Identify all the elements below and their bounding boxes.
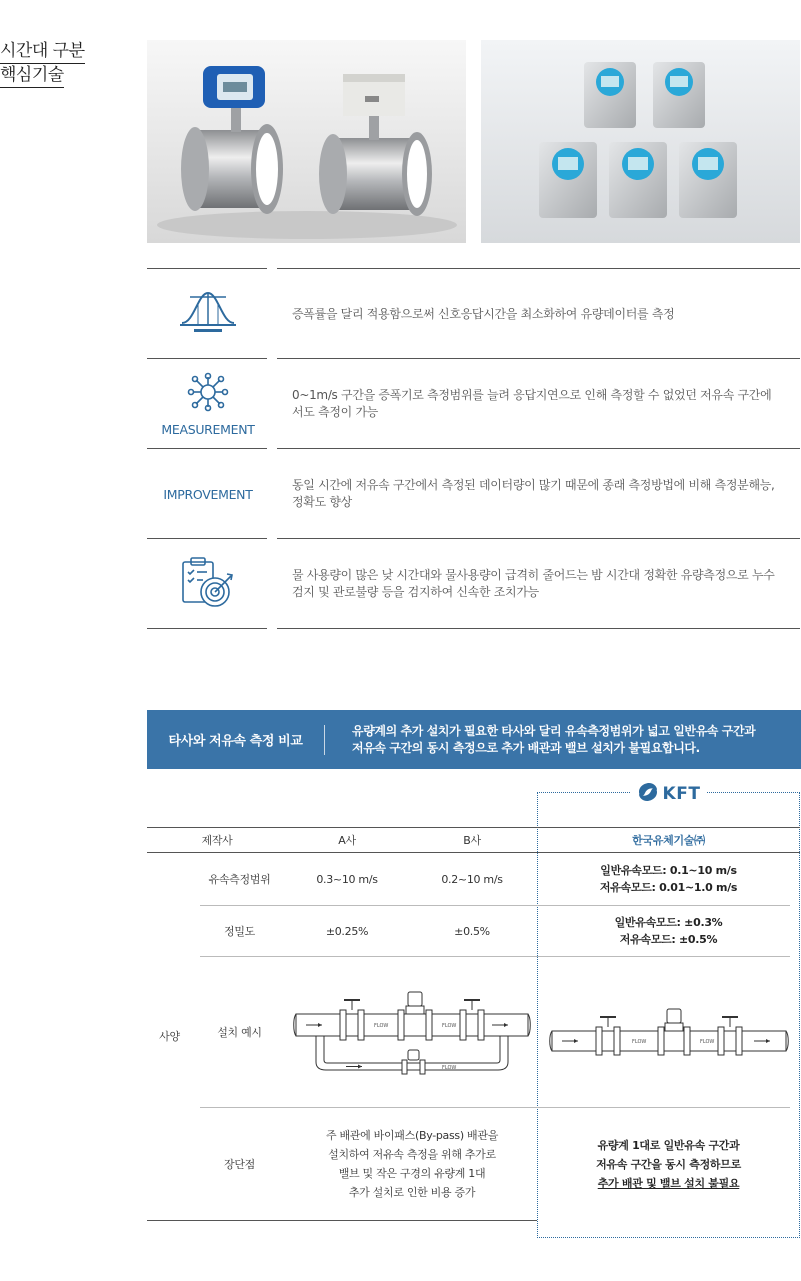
range-company-b: 0.2~10 m/s xyxy=(441,872,503,886)
flow-label: FLOW xyxy=(442,1023,457,1029)
header-company-b: B사 xyxy=(463,833,481,847)
accuracy-company-a: ±0.25% xyxy=(325,924,369,938)
kft-logo xyxy=(537,779,800,809)
feature-row-4 xyxy=(147,539,800,629)
banner-title: 타사와 저유속 측정 비교 xyxy=(168,734,303,749)
row-label-pros-cons: 장단점 xyxy=(224,1157,255,1171)
range-kft: 일반유속모드: 0.1~10 m/s 저유속모드: 0.01~1.0 m/s xyxy=(599,864,738,894)
pros-cons-kft: 유량계 1대로 일반유속 구간과 저유속 구간을 동시 측정하므로 추가 배관 및 밸브 설치 불필요 xyxy=(596,1138,741,1190)
range-company-a: 0.3~10 m/s xyxy=(316,872,378,886)
flow-label: FLOW xyxy=(632,1039,647,1045)
flowmeter-photo xyxy=(147,40,466,243)
header-company-a: A사 xyxy=(338,833,356,847)
feature-text: 동일 시간에 저유속 구간에서 측정된 데이터량이 많기 때문에 종래 측정방법에 비해 측정분해능, 정확도 향상 xyxy=(292,478,775,509)
comparison-banner xyxy=(147,710,801,769)
feature-text: 0~1m/s 구간을 증폭기로 측정범위를 늘려 응답지연으로 인해 측정할 수 없었던 저유속 구간에서도 측정이 가능 xyxy=(292,388,772,419)
table-bottom-border xyxy=(147,1220,537,1221)
network-nodes-icon xyxy=(186,372,230,416)
heading-line-2: 핵심기술 xyxy=(0,64,64,88)
row-label-range: 유속측정범위 xyxy=(208,872,271,886)
divider xyxy=(277,628,800,629)
heading-line-1: 시간대 구분 xyxy=(0,40,85,64)
row-label-install: 설치 예시 xyxy=(217,1025,262,1039)
row-label-accuracy: 정밀도 xyxy=(224,924,255,938)
pros-cons-competitors: 주 배관에 바이패스(By-pass) 배관을 설치하여 저유속 측정을 위해 추가로 밸브 및 작은 구경의 유량계 1대 추가 설치로 인한 비용 증가 xyxy=(325,1129,499,1199)
accuracy-company-b: ±0.5% xyxy=(454,924,490,938)
kft-piping-diagram xyxy=(548,1005,790,1065)
spec-group-label: 사양 xyxy=(159,1030,180,1043)
feature-text: 물 사용량이 많은 낮 시간대와 물사용량이 급격히 줄어드는 밤 시간대 정확한 유량측정으로 누수검지 및 관로불량 등을 검지하여 신속한 조치가능 xyxy=(292,568,775,599)
clipboard-target-icon xyxy=(179,554,237,614)
banner-description: 유량계의 추가 설치가 필요한 타사와 달리 유속측정범위가 넓고 일반유속 구간과 저유속 구간의 동시 측정으로 추가 배관과 밸브 설치가 불필요합니다. xyxy=(352,723,756,755)
header-maker: 제작사 xyxy=(201,833,233,847)
converter-units-photo xyxy=(481,40,800,243)
divider xyxy=(147,628,267,629)
feature-caption: IMPROVEMENT xyxy=(163,486,253,502)
kft-logo-text: KFT xyxy=(662,784,701,804)
flow-label: FLOW xyxy=(442,1065,457,1071)
section-heading xyxy=(0,40,85,88)
feature-row-2 xyxy=(147,359,800,449)
feature-caption: MEASUREMENT xyxy=(161,421,255,437)
row-divider xyxy=(200,956,790,957)
feature-row-1 xyxy=(147,269,800,359)
feature-row-3 xyxy=(147,449,800,539)
accuracy-kft: 일반유속모드: ±0.3% 저유속모드: ±0.5% xyxy=(614,916,723,946)
header-kft: 한국유체기술㈜ xyxy=(632,833,705,847)
bell-curve-chart-icon xyxy=(176,289,240,339)
flow-label: FLOW xyxy=(374,1023,389,1029)
flow-label: FLOW xyxy=(700,1039,715,1045)
feature-text: 증폭률을 달리 적용함으로써 신호응답시간을 최소화하여 유량데이터를 측정 xyxy=(292,306,675,321)
kft-logo-icon xyxy=(637,782,659,806)
bypass-piping-diagram xyxy=(292,990,532,1080)
